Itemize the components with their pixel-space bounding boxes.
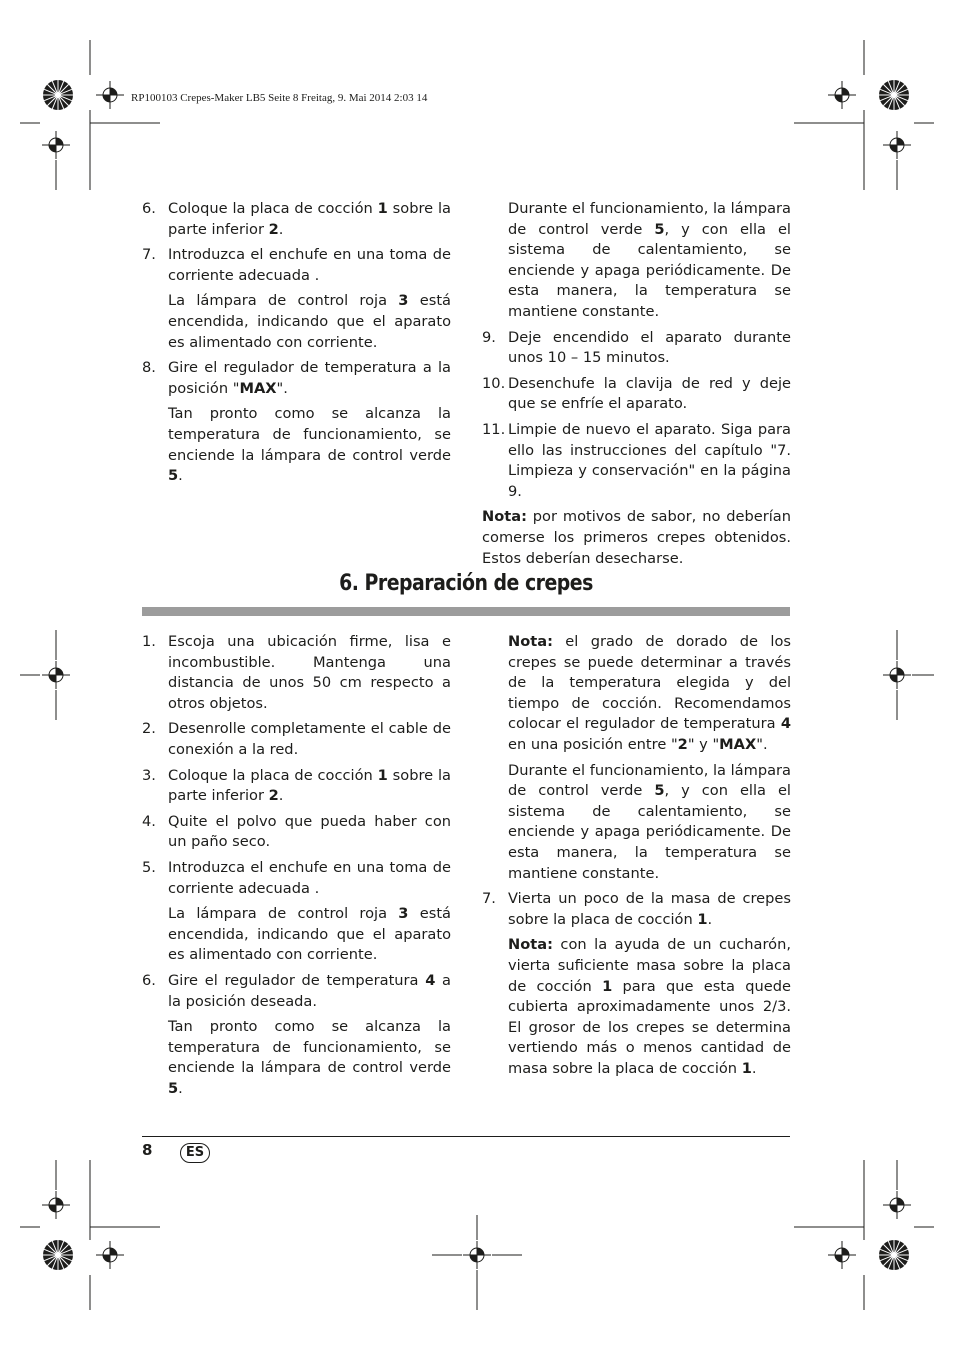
list-item: 6. Coloque la placa de cocción 1 sobre la parte inferior 2. [142, 200, 451, 238]
list-item-continuation: La lámpara de control roja 3 está encendida, indicando que el aparato es alimentado con corriente. [168, 905, 451, 964]
section-title: 6. Preparación de crepes [339, 571, 593, 596]
note: Nota: por motivos de sabor, no deberían comerse los primeros crepes obtenidos. Estos deberían desecharse. [482, 508, 791, 567]
list-item: 10. Desenchufe la clavija de red y deje que se enfríe el aparato. [482, 374, 791, 413]
note: Nota: con la ayuda de un cucharón, vierta suficiente masa sobre la placa de cocción 1 para que esta quede cubierta aproximadamente unos 2/3. El grosor de los crepes se determina vertiendo más o menos cantidad de masa sobre la placa de cocción 1. [508, 936, 791, 1077]
list-item: 5. Introduzca el enchufe en una toma de corriente adecuada . [142, 858, 451, 897]
title-rule [142, 607, 790, 616]
list-item: 8. Gire el regulador de temperatura a la posición "MAX". [142, 359, 451, 397]
language-badge: ES [180, 1143, 210, 1163]
page-number: 8 [142, 1141, 153, 1159]
list-item-continuation: Durante el funcionamiento, la lámpara de control verde 5, y con ella el sistema de calentamiento, se enciende y apaga periódicamente. De esta manera, la temperatura se mantiene constante. [508, 761, 791, 882]
list-item: 7. Vierta un poco de la masa de crepes sobre la placa de cocción 1. [482, 890, 791, 928]
top-left-column [142, 199, 451, 492]
list-item-continuation: La lámpara de control roja 3 está encendida, indicando que el aparato es alimentado con corriente. [168, 292, 451, 351]
list-item: 3. Coloque la placa de cocción 1 sobre la parte inferior 2. [142, 766, 451, 805]
list-item: 2. Desenrolle completamente el cable de conexión a la red. [142, 720, 451, 758]
list-item: 6. Gire el regulador de temperatura 4 a la posición deseada. [142, 971, 451, 1010]
list-item-continuation: Tan pronto como se alcanza la temperatura de funcionamiento, se enciende la lámpara de control verde 5. [168, 1018, 451, 1097]
list-item: 4. Quite el polvo que pueda haber con un paño seco. [142, 812, 451, 851]
footer-rule [142, 1136, 790, 1137]
bottom-left-column [142, 632, 451, 1104]
note: Nota: el grado de dorado de los crepes se puede determinar a través de la temperatura elegida y del tiempo de cocción. Recomendamos colocar el regulador de temperatura 4 en una posición entre "2" y "MAX". [508, 633, 791, 753]
list-item: 9. Deje encendido el aparato durante unos 10 – 15 minutos. [482, 328, 791, 367]
bottom-right-column [482, 632, 791, 1084]
list-item: 1. Escoja una ubicación firme, lisa e incombustible. Mantenga una distancia de unos 50 cm respecto a otros objetos. [142, 633, 451, 712]
list-item: 7. Introduzca el enchufe en una toma de corriente adecuada . [142, 246, 451, 284]
top-right-column [482, 199, 791, 574]
list-item: 11. Limpie de nuevo el aparato. Siga para ello las instrucciones del capítulo "7. Limpieza y conservación" en la página 9. [482, 420, 791, 500]
list-item-continuation: Durante el funcionamiento, la lámpara de control verde 5, y con ella el sistema de calentamiento, se enciende y apaga periódicamente. De esta manera, la temperatura se mantiene constante. [508, 200, 791, 320]
print-slug: RP100103 Crepes-Maker LB5 Seite 8 Freitag, 9. Mai 2014 2:03 14 [131, 92, 428, 104]
list-item-continuation: Tan pronto como se alcanza la temperatura de funcionamiento, se enciende la lámpara de control verde 5. [168, 405, 451, 485]
